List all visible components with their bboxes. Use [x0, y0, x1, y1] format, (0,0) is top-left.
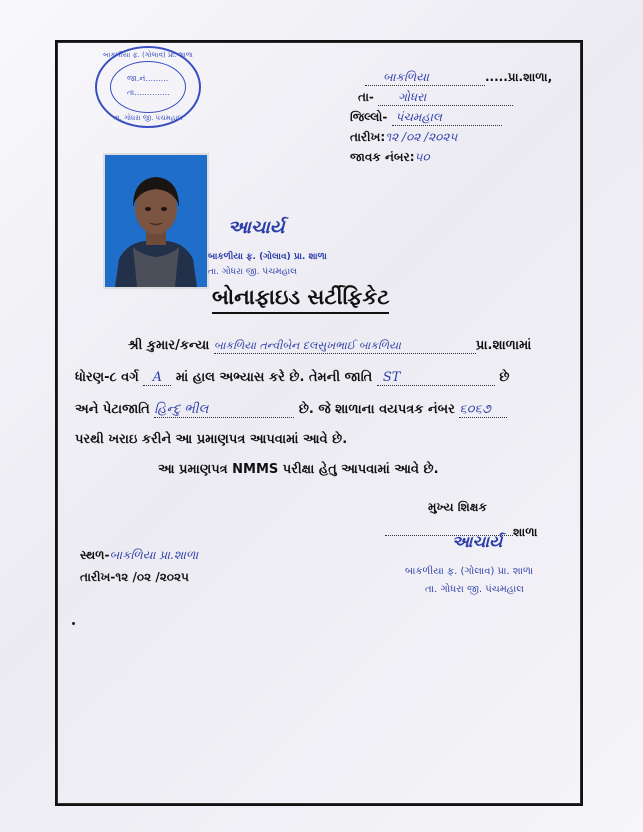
student-subcaste: હિન્દુ ભીલ: [154, 402, 209, 417]
student-name: બાકળિયા તન્વીબેન દલસુખભાઈ બાકળિયા: [213, 339, 401, 352]
footer-principal-signature: આચાર્ય: [452, 532, 503, 551]
header-date-line: તારીખ:૧૨ /૦૨ /૨૦૨૫: [350, 130, 458, 144]
body-line-5: આ પ્રમાણપત્ર NMMS પરીક્ષા હેતુ આપવામાં આવે છે.: [158, 462, 439, 477]
header-school-name: બાકળિયા: [383, 70, 429, 84]
body-line-3: અને પેટાજાતિ હિન્દુ ભીલ છે. જે શાળાના વયપત્રક નંબર ૬૦૬૭: [75, 402, 507, 418]
header-district-value: પંચમહાલ: [395, 110, 442, 124]
body-line-2: ધોરણ-૮ વર્ગ A માં હાલ અભ્યાસ કરે છે. તેમની જાતિ ST છે: [75, 370, 510, 385]
student-caste: ST: [382, 370, 401, 385]
footer-stamp-line-2: તા. ગોધરા જી. પંચમહાલ: [425, 584, 524, 595]
certificate-title: બોનાફાઇડ સર્ટીફિકેટ: [212, 285, 389, 314]
body-line-1: શ્રી કુમાર/કન્યા બાકળિયા તન્વીબેન દલસુખભાઈ બાકળિયા પ્રા.શાળામાં: [128, 338, 532, 353]
body-line-4: પરથી ખરાઇ કરીને આ પ્રમાણપત્ર આપવામાં આવે છે.: [75, 432, 348, 447]
stamp-ring-bottom: તા. ગોધરા જી. પંચમહાલ: [113, 114, 183, 122]
student-class: A: [152, 370, 162, 385]
header-taluka-value: ગોધરા: [398, 90, 427, 104]
header-district-line: જિલ્લો- પંચમહાલ: [350, 110, 502, 126]
header-outward-line: જાવક નંબર:૫૦: [350, 150, 430, 164]
register-number: ૬૦૬૭: [459, 402, 491, 417]
stamp-line-2: તા..............: [127, 88, 170, 97]
place-line: સ્થળ-બાકળિયા પ્રા.શાળા: [80, 548, 199, 562]
footer-stamp-line-1: બાકળીયા ફ. (ગોલાવ) પ્રા. શાળા: [405, 566, 534, 577]
photo-principal-signature: આચાર્ય: [228, 217, 285, 238]
header-outward-value: ૫૦: [414, 150, 430, 164]
footer-date-value: ૧૨ /૦૨ /૨૦૨૫: [115, 570, 189, 584]
stamp-line-1: જા.નં.........: [127, 74, 169, 83]
header-date-value: ૧૨ /૦૨ /૨૦૨૫: [385, 130, 458, 144]
header-taluka-line: તા- ગોધરા: [358, 90, 513, 106]
place-value: બાકળિયા પ્રા.શાળા: [109, 548, 199, 562]
stamp-ring-top: બાકળીયા ફ. (ગોલાવ) પ્રા. શાળા: [103, 51, 193, 59]
student-photo-image: [105, 155, 207, 287]
photo-stamp-line-2: તા. ગોધરા જી. પંચમહાલ: [208, 267, 298, 277]
footer-school-line: શાળા: [385, 525, 538, 540]
footer-date-line: તારીખ-૧૨ /૦૨ /૨૦૨૫: [80, 570, 189, 584]
student-photo: [103, 153, 209, 289]
header-school-line: બાકળિયા .....પ્રા.શાળા,: [365, 70, 552, 86]
stray-dot: [72, 622, 75, 625]
head-teacher-label: મુખ્ય શિક્ષક: [428, 500, 487, 514]
school-round-stamp: [95, 46, 201, 128]
photo-stamp-line-1: બાકળીયા ફ. (ગોલાવ) પ્રા. શાળા: [208, 252, 327, 262]
